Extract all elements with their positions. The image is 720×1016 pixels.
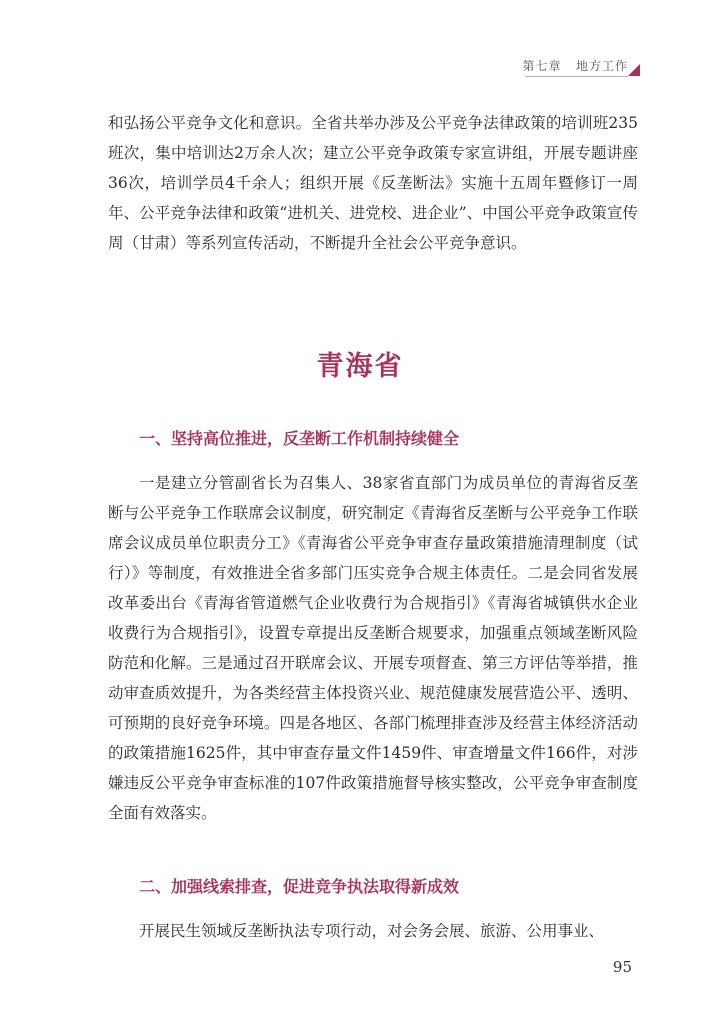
page-number: 95 — [612, 958, 632, 976]
subheading-2: 二、加强线索排查，促进竞争执法取得新成效 — [139, 877, 460, 896]
chapter-number: 第七章 — [522, 59, 562, 73]
chapter-title: 地方工作 — [575, 59, 628, 73]
subheading-1: 一、坚持高位推进，反垄断工作机制持续健全 — [139, 429, 460, 448]
paragraph-continued: 和弘扬公平竞争文化和意识。全省共举办涉及公平竞争法律政策的培训班235班次，集中培训达2万余人次；建立公平竞争政策专家宣讲组，开展专题讲座36次，培训学员4千余人；组织开展《反垄断法》实施十五周年暨修订一周年、公平竞争法律和政策“进机关、进党校、进企业”、中国公平竞争政策宣传周（甘肃）等系列宣传活动，不断提升全社会公平竞争意识。 — [108, 114, 638, 252]
paragraph-1: 一是建立分管副省长为召集人、38家省直部门为成员单位的青海省反垄断与公平竞争工作联席会议制度，研究制定《青海省反垄断与公平竞争工作联席会议成员单位职责分工》《青海省公平竞争审查存量政策措施清理制度（试行）》等制度，有效推进全省多部门压实竞争合规主体责任。二是会同省发展改革委出台《青海省管道燃气企业收费行为合规指引》《青海省城镇供水企业收费行为合规指引》，设置专章提出反垄断合规要求，加强重点领域垄断风险防范和化解。三是通过召开联席会议、开展专项督查、第三方评估等举措，推动审查质效提升，为各类经营主体投资兴业、规范健康发展营造公平、透明、可预期的良好竞争环境。四是各地区、各部门梳理排查涉及经营主体经济活动的政策措施1625件，其中审查存量文件1459件、审查增量文件166件，对涉嫌违反公平竞争审查标准的107件政策措施督导核实整改，公平竞争审查制度全面有效落实。 — [108, 474, 638, 822]
paragraph-2: 开展民生领域反垄断执法专项行动，对会务会展、旅游、公用事业、 — [139, 922, 605, 940]
section-title: 青海省 — [316, 351, 404, 382]
running-header — [523, 57, 628, 74]
header-rule — [525, 76, 628, 77]
header-corner-mark — [628, 64, 640, 76]
